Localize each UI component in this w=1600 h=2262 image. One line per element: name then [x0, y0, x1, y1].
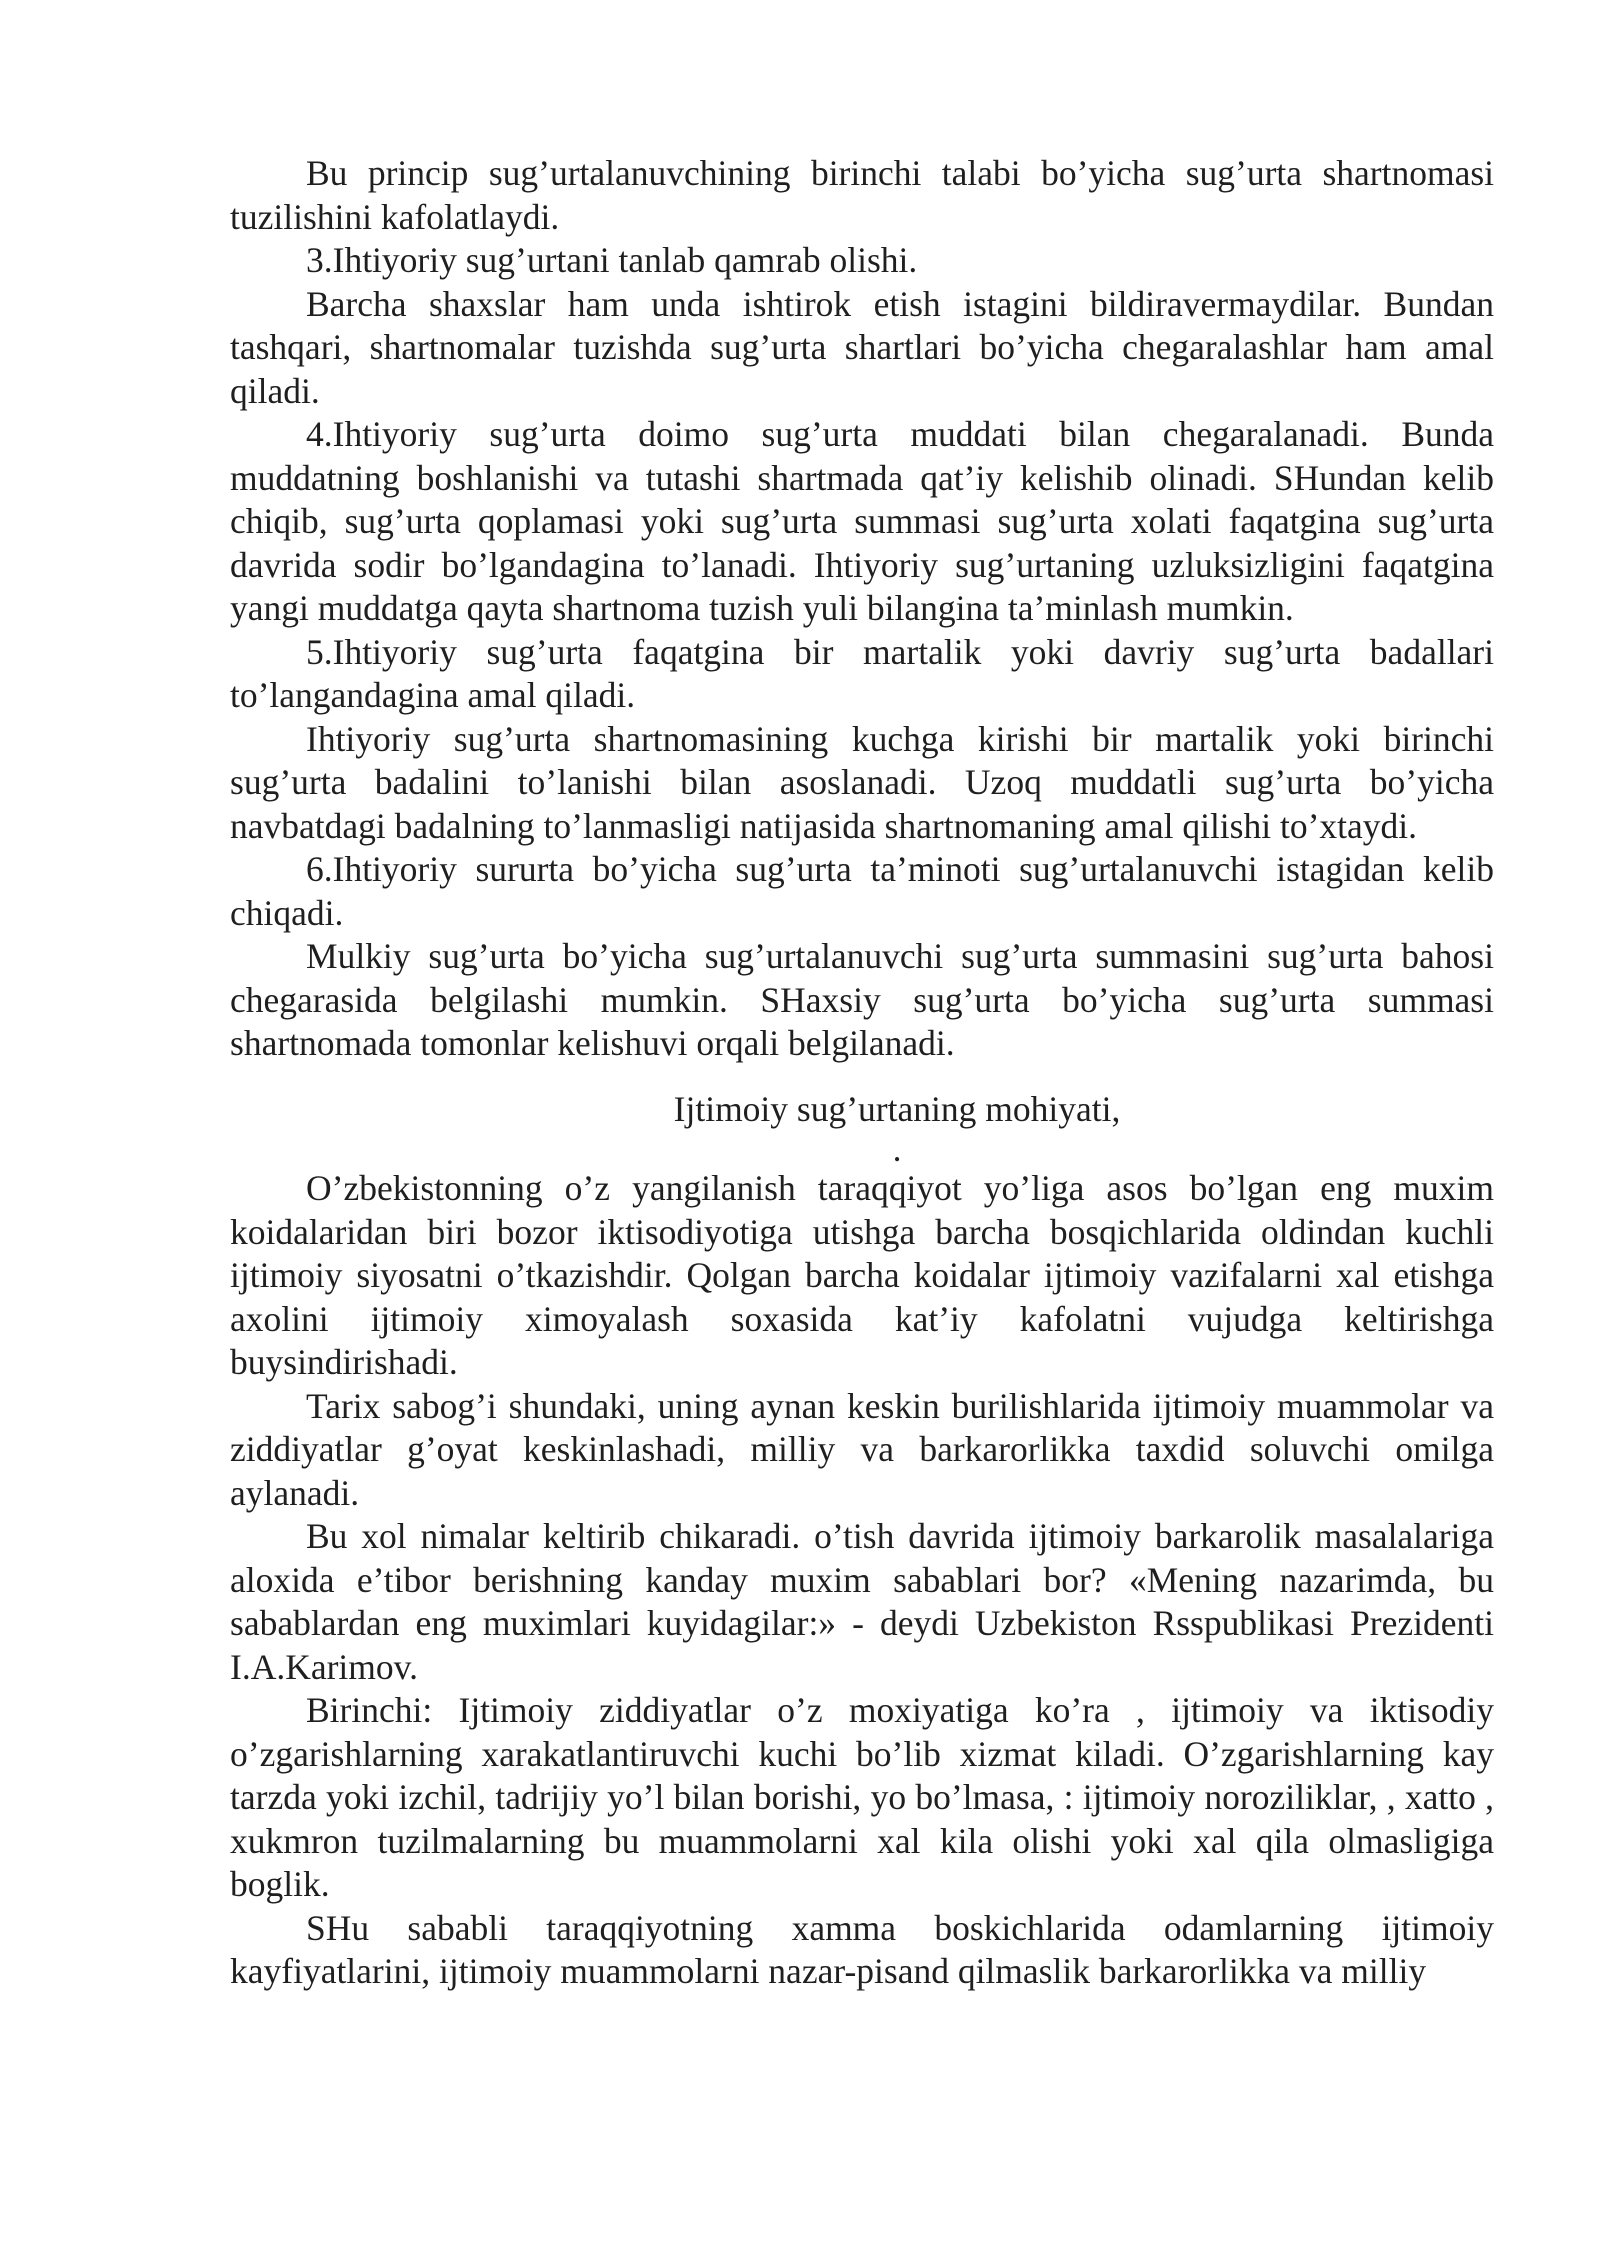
paragraph: Barcha shaxslar ham unda ishtirok etish istagini bildiravermaydilar. Bundan tashqari, shartnomalar tuzishda sug’urta shartlari bo’yicha chegaralashlar ham amal qiladi.: [230, 283, 1494, 411]
paragraph: 6.Ihtiyoriy sururta bo’yicha sug’urta ta’minoti sug’urtalanuvchi istagidan kelib chiqadi.: [230, 849, 1494, 933]
paragraph: O’zbekistonning o’z yangilanish taraqqiyot yo’liga asos bo’lgan eng muxim koidalaridan biri bozor iktisodiyotiga utishga barcha bosqichlarida oldindan kuchli ijtimoiy siyosatni o’tkazishdir. Qolgan barcha koidalar ijtimoiy vazifalarni xal etishga axolini ijtimoiy ximoyalash soxasida kat’iy kafolatni vujudga keltirishga buysindirishadi.: [230, 1168, 1494, 1382]
paragraph: 4.Ihtiyoriy sug’urta doimo sug’urta muddati bilan chegaralanadi. Bunda muddatning boshlanishi va tutashi shartmada qat’iy kelishib olinadi. SHundan kelib chiqib, sug’urta qoplamasi yoki sug’urta summasi sug’urta xolati faqatgina sug’urta davrida sodir bo’lgandagina to’lanadi. Ihtiyoriy sug’urtaning uzluksizligini faqatgina yangi muddatga qayta shartnoma tuzish yuli bilangina ta’minlash mumkin.: [230, 414, 1494, 628]
paragraph: Bu princip sug’urtalanuvchining birinchi talabi bo’yicha sug’urta shartnomasi tuzilishini kafolatlaydi.: [230, 153, 1494, 237]
paragraph: SHu sababli taraqqiyotning xamma boskichlarida odamlarning ijtimoiy kayfiyatlarini, ijtimoiy muammolarni nazar-pisand qilmaslik barkarorlikka va milliy: [230, 1907, 1494, 1991]
paragraph: Tarix sabog’i shundaki, uning aynan keskin burilishlarida ijtimoiy muammolar va ziddiyatlar g’oyat keskinlashadi, milliy va barkarorlikka taxdid soluvchi omilga aylanadi.: [230, 1385, 1494, 1513]
section-heading: Ijtimoiy sug’urtaning mohiyati,: [673, 1088, 1121, 1129]
document-body: [230, 152, 1494, 1994]
paragraph: 5.Ihtiyoriy sug’urta faqatgina bir martalik yoki davriy sug’urta badallari to’langandagina amal qiladi.: [230, 631, 1494, 715]
paragraph: Birinchi: Ijtimoiy ziddiyatlar o’z moxiyatiga ko’ra , ijtimoiy va iktisodiy o’zgarishlarning xarakatlantiruvchi kuchi bo’lib xizmat kiladi. O’zgarishlarning kay tarzda yoki izchil, tadrijiy yo’l bilan borishi, yo bo’lmasa, : ijtimoiy noroziliklar, , xatto , xukmron tuzilmalarning bu muammolarni xal kila olishi yoki xal qila olmasligiga boglik.: [230, 1690, 1494, 1904]
heading-dot: .: [892, 1129, 902, 1169]
paragraph: Ihtiyoriy sug’urta shartnomasining kuchga kirishi bir martalik yoki birinchi sug’urta badalini to’lanishi bilan asoslanadi. Uzoq muddatli sug’urta bo’yicha navbatdagi badalning to’lanmasligi natijasida shartnomaning amal qilishi to’xtaydi.: [230, 718, 1494, 846]
paragraph: 3.Ihtiyoriy sug’urtani tanlab qamrab olishi.: [306, 240, 918, 280]
paragraph: Mulkiy sug’urta bo’yicha sug’urtalanuvchi sug’urta summasini sug’urta bahosi chegarasida belgilashi mumkin. SHaxsiy sug’urta bo’yicha sug’urta summasi shartnomada tomonlar kelishuvi orqali belgilanadi.: [230, 936, 1494, 1063]
paragraph: Bu xol nimalar keltirib chikaradi. o’tish davrida ijtimoiy barkarolik masalalariga aloxida e’tibor berishning kanday muxim sabablari bor? «Mening nazarimda, bu sabablardan eng muximlari kuyidagilar:» - deydi Uzbekiston Rsspublikasi Prezidenti I.A.Karimov.: [230, 1516, 1494, 1687]
